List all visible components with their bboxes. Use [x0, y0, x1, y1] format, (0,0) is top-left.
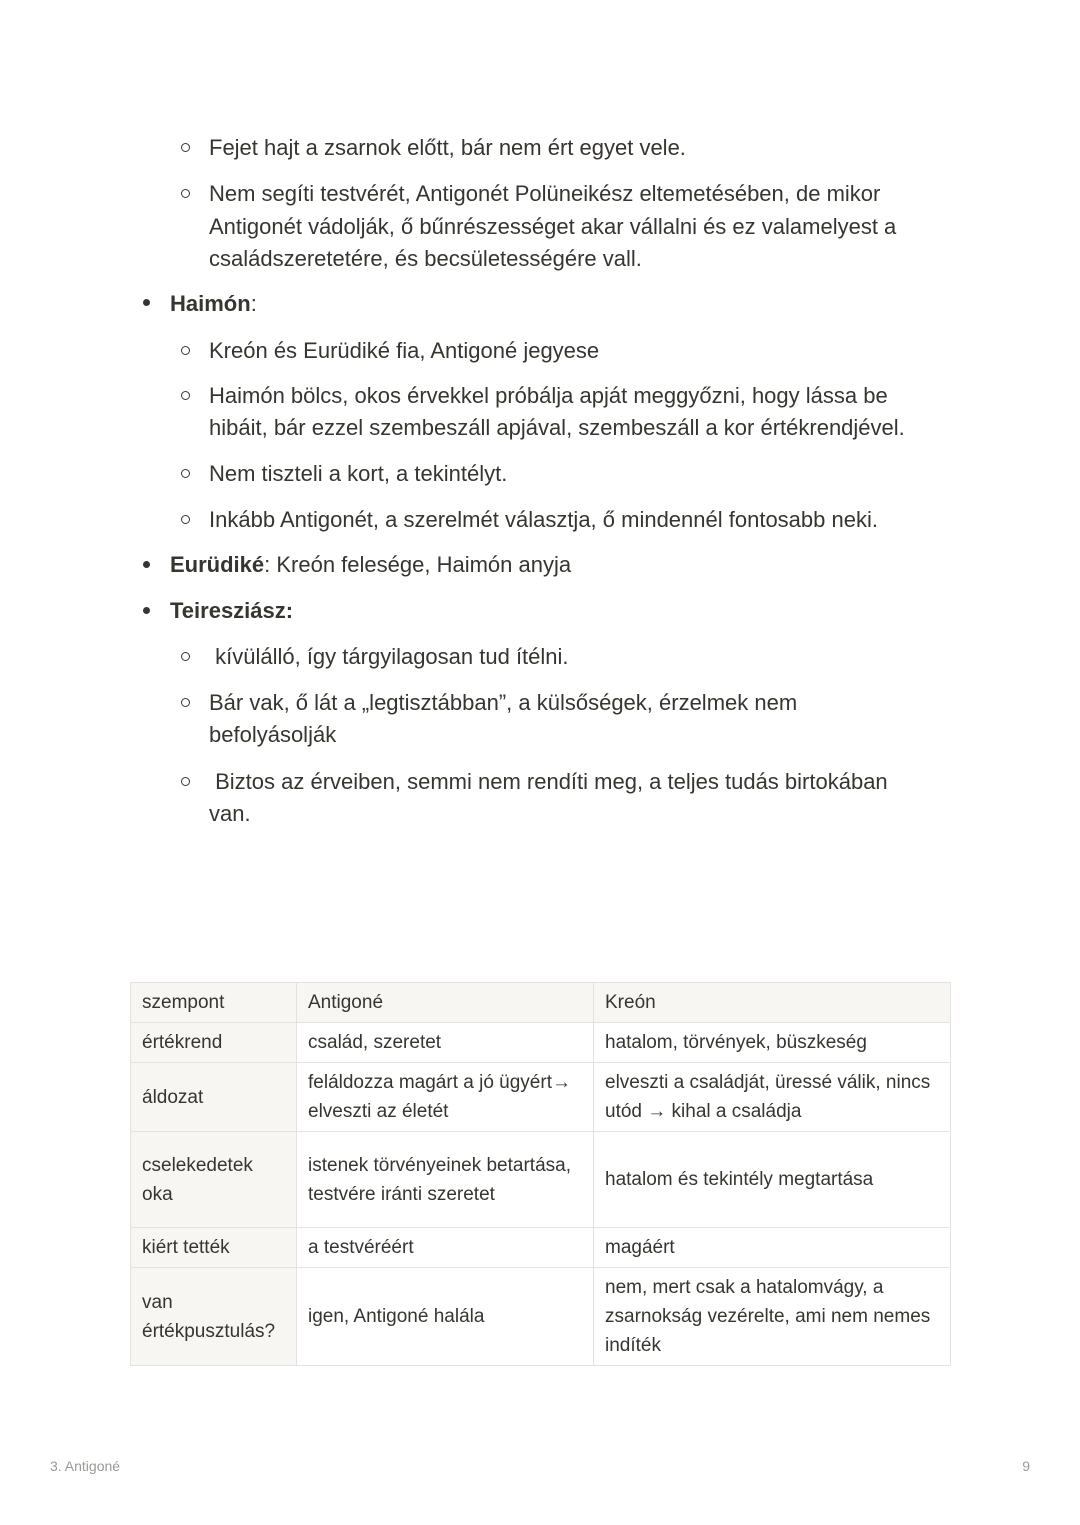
list-item: Fejet hajt a zsarnok előtt, bár nem ért egyet vele.	[209, 135, 686, 160]
list-item-continuation: van.	[209, 801, 251, 826]
sub-bullet	[181, 469, 190, 478]
list-item: kívülálló, így tárgyilagosan tud ítélni.	[209, 644, 569, 669]
sub-bullet	[181, 346, 190, 355]
table-cell-aspect: kiért tették	[131, 1228, 297, 1268]
table-cell: istenek törvényeinek betartása, testvére iránti szeretet	[297, 1132, 594, 1228]
table-header-row	[131, 983, 951, 1023]
table-cell: a testvéréért	[297, 1228, 594, 1268]
sub-bullet	[181, 391, 190, 400]
character-name: Eurüdiké	[170, 552, 265, 577]
list-item: Biztos az érveiben, semmi nem rendíti meg, a teljes tudás birtokában	[209, 769, 888, 794]
comparison-table	[130, 982, 951, 1366]
list-item-continuation: hibáit, bár ezzel szembeszáll apjával, szembeszáll a kor értékrendjével.	[209, 415, 905, 440]
sub-bullet	[181, 652, 190, 661]
table-cell-aspect: áldozat	[131, 1063, 297, 1132]
character-name: Teiresziász:	[170, 598, 294, 623]
table-cell: elveszti a családját, üressé válik, nincs utód → kihal a családja	[594, 1063, 951, 1132]
character-teiresziasz	[170, 594, 293, 627]
list-item: Kreón és Eurüdiké fia, Antigoné jegyese	[209, 338, 600, 363]
list-item-continuation: családszeretetére, és becsületességére vall.	[209, 246, 642, 271]
table-row	[131, 1023, 951, 1063]
list-item-continuation: befolyásolják	[209, 722, 337, 747]
list-item: Bár vak, ő lát a „legtisztábban”, a külsőségek, érzelmek nem	[209, 690, 798, 715]
table-cell-aspect: értékrend	[131, 1023, 297, 1063]
list-item-continuation: Antigonét vádolják, ő bűnrészességet akar vállalni és ez valamelyest a	[209, 214, 897, 239]
list-item: Nem tiszteli a kort, a tekintélyt.	[209, 461, 508, 486]
character-description: : Kreón felesége, Haimón anyja	[264, 552, 572, 577]
table-cell-aspect: van értékpusztulás?	[131, 1268, 297, 1366]
sub-bullet	[181, 777, 190, 786]
table-cell: nem, mert csak a hatalomvágy, a zsarnokság vezérelte, ami nem nemes indíték	[594, 1268, 951, 1366]
table-cell: hatalom és tekintély megtartása	[594, 1132, 951, 1228]
main-bullet	[143, 561, 150, 568]
table-row	[131, 1228, 951, 1268]
list-item: Nem segíti testvérét, Antigonét Polüneikész eltemetésében, de mikor	[209, 181, 881, 206]
table-header-cell: szempont	[131, 983, 297, 1023]
main-bullet	[143, 607, 150, 614]
table-row	[131, 1132, 951, 1228]
table-cell: magáért	[594, 1228, 951, 1268]
sub-bullet	[181, 143, 190, 152]
footer-chapter-title: 3. Antigoné	[50, 1458, 121, 1474]
table-cell: hatalom, törvények, büszkeség	[594, 1023, 951, 1063]
sub-bullet	[181, 698, 190, 707]
character-haimon	[170, 287, 257, 320]
table-header-cell: Kreón	[594, 983, 951, 1023]
table-cell: igen, Antigoné halála	[297, 1268, 594, 1366]
list-item: Inkább Antigonét, a szerelmét választja, ő mindennél fontosabb neki.	[209, 507, 878, 532]
table-row	[131, 1063, 951, 1132]
table-header-cell: Antigoné	[297, 983, 594, 1023]
sub-bullet	[181, 189, 190, 198]
character-euridike	[170, 548, 571, 581]
character-colon: :	[250, 291, 257, 316]
table-row	[131, 1268, 951, 1366]
main-bullet	[143, 299, 150, 306]
sub-bullet	[181, 515, 190, 524]
table-cell: család, szeretet	[297, 1023, 594, 1063]
footer-page-number: 9	[1022, 1458, 1030, 1474]
table-cell: feláldozza magárt a jó ügyért→ elveszti az életét	[297, 1063, 594, 1132]
list-item: Haimón bölcs, okos érvekkel próbálja apját meggyőzni, hogy lássa be	[209, 383, 888, 408]
character-name: Haimón	[170, 291, 251, 316]
table-cell-aspect: cselekedetek oka	[131, 1132, 297, 1228]
